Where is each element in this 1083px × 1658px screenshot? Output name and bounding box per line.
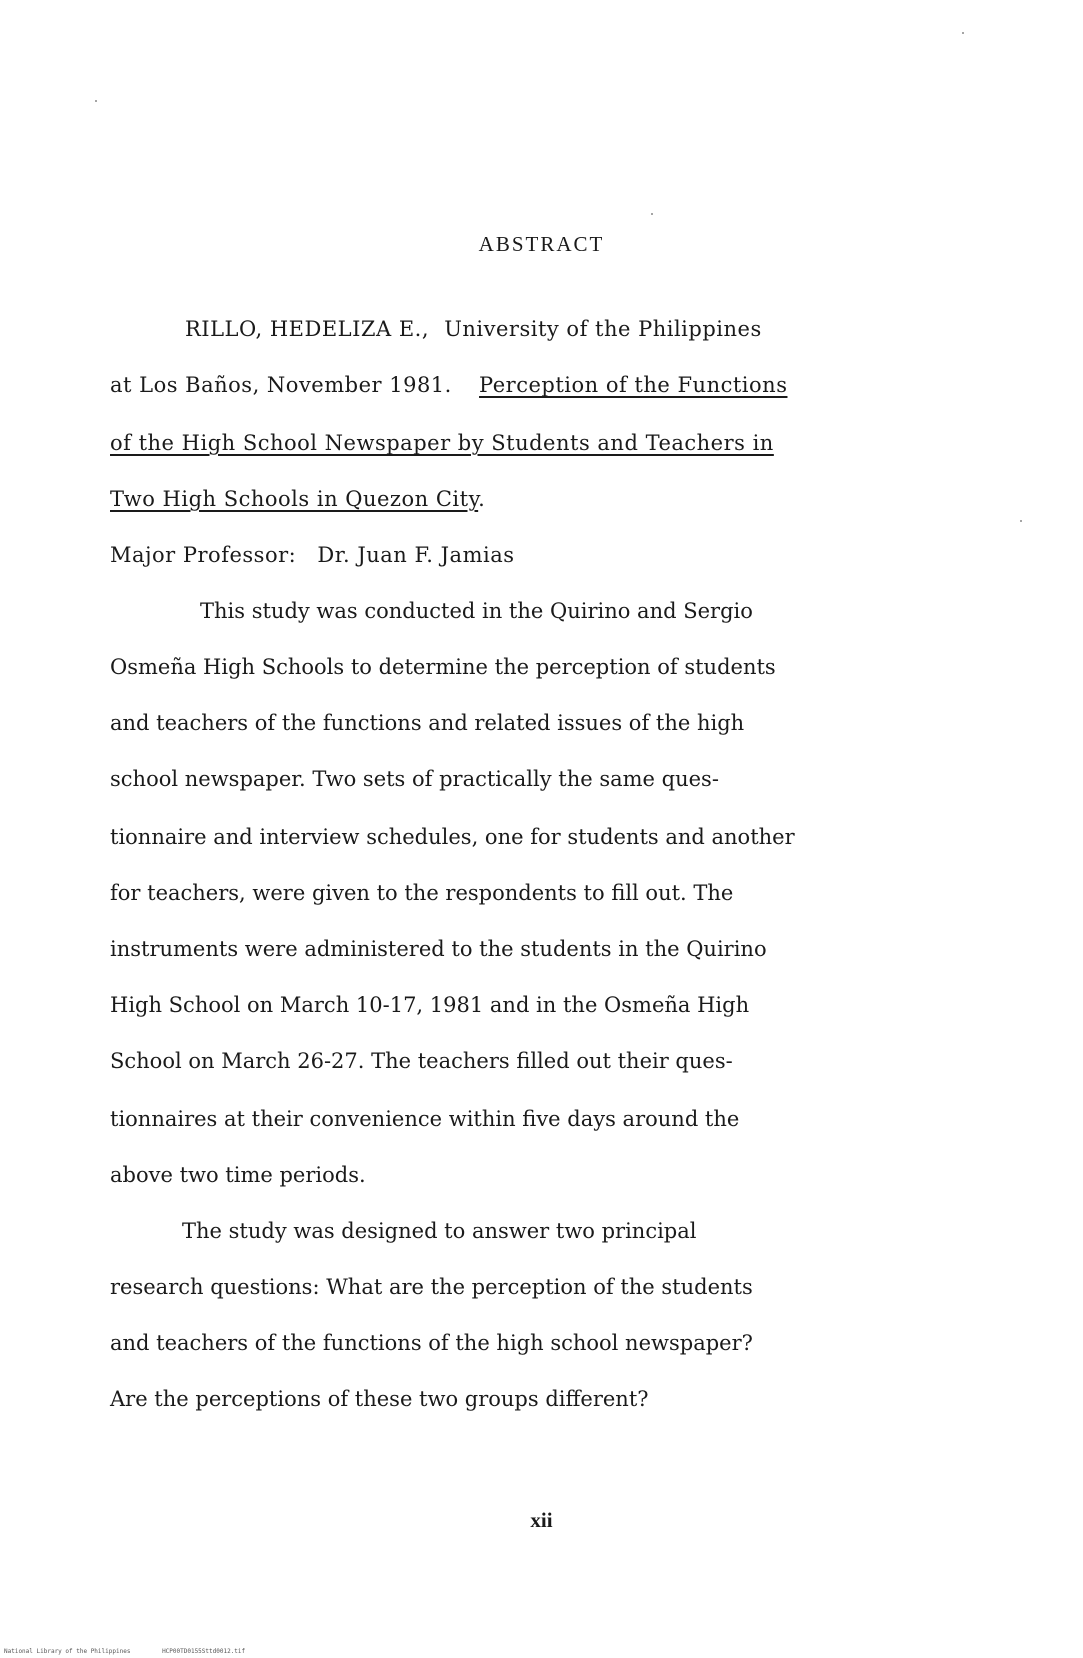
scan-speck (1020, 520, 1022, 522)
major-professor-name: Dr. Juan F. Jamias (317, 543, 515, 567)
paragraph-1-line-2: Osmeña High Schools to determine the perception of students (110, 655, 776, 679)
thesis-title-part-2: of the High School Newspaper by Students and Teachers in (110, 431, 774, 455)
citation-line-2 (110, 372, 787, 398)
citation-line-4 (110, 486, 485, 512)
page-number: xii (530, 1508, 553, 1532)
paragraph-2-line-2: research questions: What are the perception of the students (110, 1275, 753, 1299)
citation-line-3 (110, 430, 774, 456)
scan-speck (651, 213, 653, 215)
paragraph-1-line-4: school newspaper. Two sets of practically the same ques- (110, 767, 719, 791)
paragraph-1-line-3: and teachers of the functions and related issues of the high (110, 711, 745, 735)
footer-file-id: HCP00TD0155Sttd0012.tif (162, 1648, 246, 1655)
paragraph-1-line-9: School on March 26-27. The teachers filled out their ques- (110, 1049, 733, 1073)
major-professor-label: Major Professor: (110, 543, 297, 567)
location-date: at Los Baños, November 1981. (110, 373, 452, 397)
scan-footer (4, 1648, 273, 1655)
citation-line-1 (185, 316, 762, 342)
paragraph-2-line-1: The study was designed to answer two principal (182, 1219, 697, 1243)
paragraph-1-line-11: above two time periods. (110, 1163, 366, 1187)
abstract-title: ABSTRACT (478, 232, 605, 256)
footer-library: National Library of the Philippines (4, 1648, 131, 1655)
thesis-title-part-3: Two High Schools in Quezon City (110, 487, 479, 511)
paragraph-1-line-6: for teachers, were given to the respondents to fill out. The (110, 881, 734, 905)
paragraph-1-line-7: instruments were administered to the students in the Quirino (110, 937, 767, 961)
paragraph-1-line-5: tionnaire and interview schedules, one for students and another (110, 825, 795, 849)
paragraph-1-line-10: tionnaires at their convenience within five days around the (110, 1107, 740, 1131)
scan-speck (962, 32, 964, 34)
paragraph-2-line-4: Are the perceptions of these two groups different? (110, 1387, 649, 1411)
paragraph-1-line-1: This study was conducted in the Quirino and Sergio (200, 599, 753, 623)
institution-name: University of the Philippines (444, 317, 762, 341)
paragraph-1-line-8: High School on March 10-17, 1981 and in the Osmeña High (110, 993, 750, 1017)
thesis-title-period: . (478, 487, 486, 511)
thesis-title-part-1: Perception of the Functions (479, 373, 788, 397)
author-name: RILLO, HEDELIZA E., (185, 317, 429, 341)
scan-speck (95, 100, 97, 102)
paragraph-2-line-3: and teachers of the functions of the high school newspaper? (110, 1331, 753, 1355)
major-professor-line (110, 542, 515, 568)
